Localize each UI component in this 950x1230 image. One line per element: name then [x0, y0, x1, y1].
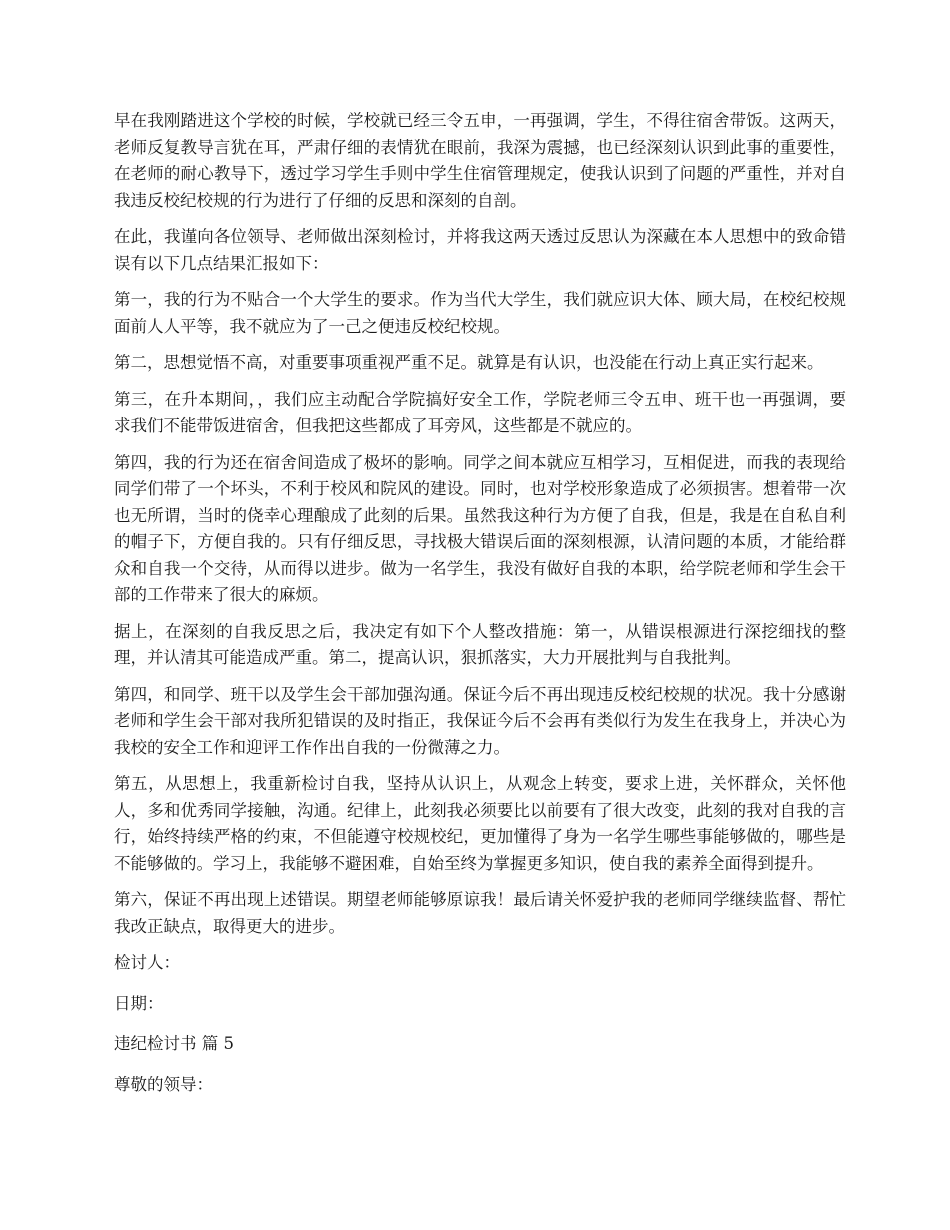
paragraph-2: 在此，我谨向各位领导、老师做出深刻检讨，并将我这两天透过反思认为深藏在本人思想中的致命错误有以下几点结果汇报如下： — [114, 227, 846, 273]
paragraph-10: 第六，保证不再出现上述错误。期望老师能够原谅我！最后请关怀爱护我的老师同学继续监督、帮忙我改正缺点，取得更大的进步。 — [114, 890, 846, 936]
document-body — [114, 108, 846, 1112]
paragraph-6: 第四，我的行为还在宿舍间造成了极坏的影响。同学之间本就应互相学习，互相促进，而我的表现给同学们带了一个坏头，不利于校风和院风的建设。同时，也对学校形象造成了必须损害。想着带一次也无所谓，当时的侥幸心理酿成了此刻的后果。虽然我这种行为方便了自我，但是，我是在自私自利的帽子下，方便自我的。只有仔细反思，寻找极大错误后面的深刻根源，认清问题的本质，才能给群众和自我一个交待，从而得以进步。做为一名学生，我没有做好自我的本职，给学院老师和学生会干部的工作带来了很大的麻烦。 — [114, 452, 846, 604]
paragraph-5: 第三，在升本期间，，我们应主动配合学院搞好安全工作，学院老师三令五申、班干也一再强调，要求我们不能带饭进宿舍，但我把这些都成了耳旁风，这些都是不就应的。 — [114, 389, 846, 435]
paragraph-7: 据上，在深刻的自我反思之后，我决定有如下个人整改措施：第一，从错误根源进行深挖细找的整理，并认清其可能造成严重。第二，提高认识，狠抓落实，大力开展批判与自我批判。 — [114, 621, 846, 667]
paragraph-8: 第四，和同学、班干以及学生会干部加强沟通。保证今后不再出现违反校纪校规的状况。我十分感谢老师和学生会干部对我所犯错误的及时指正，我保证今后不会再有类似行为发生在我身上，并决心为我校的安全工作和迎评工作作出自我的一份微薄之力。 — [114, 684, 846, 757]
paragraph-9: 第五，从思想上，我重新检讨自我，坚持从认识上，从观念上转变，要求上进，关怀群众，关怀他人，多和优秀同学接触，沟通。纪律上，此刻我必须要比以前要有了很大改变，此刻的我对自我的言行，始终持续严格的约束，不但能遵守校规校纪，更加懂得了身为一名学生哪些事能够做的，哪些是不能够做的。学习上，我能够不避困难，自始至终为掌握更多知识，使自我的素养全面得到提升。 — [114, 774, 846, 873]
section-heading: 违纪检讨书 篇 5 — [114, 1034, 234, 1053]
signature-label: 检讨人： — [114, 953, 180, 972]
date-label: 日期： — [114, 993, 164, 1013]
paragraph-4: 第二，思想觉悟不高，对重要事项重视严重不足。就算是有认识，也没能在行动上真正实行起来。 — [114, 353, 824, 372]
paragraph-1: 早在我刚踏进这个学校的时候，学校就已经三令五申，一再强调，学生，不得往宿舍带饭。这两天，老师反复教导言犹在耳，严肃仔细的表情犹在眼前，我深为震撼，也已经深刻认识到此事的重要性，在老师的耐心教导下，透过学习学生手则中学生住宿管理规定，使我认识到了问题的严重性，并对自我违反校纪校规的行为进行了仔细的反思和深刻的自剖。 — [114, 111, 846, 210]
paragraph-3: 第一，我的行为不贴合一个大学生的要求。作为当代大学生，我们就应识大体、顾大局，在校纪校规面前人人平等，我不就应为了一己之便违反校纪校规。 — [114, 290, 846, 336]
salutation: 尊敬的领导： — [114, 1074, 213, 1094]
